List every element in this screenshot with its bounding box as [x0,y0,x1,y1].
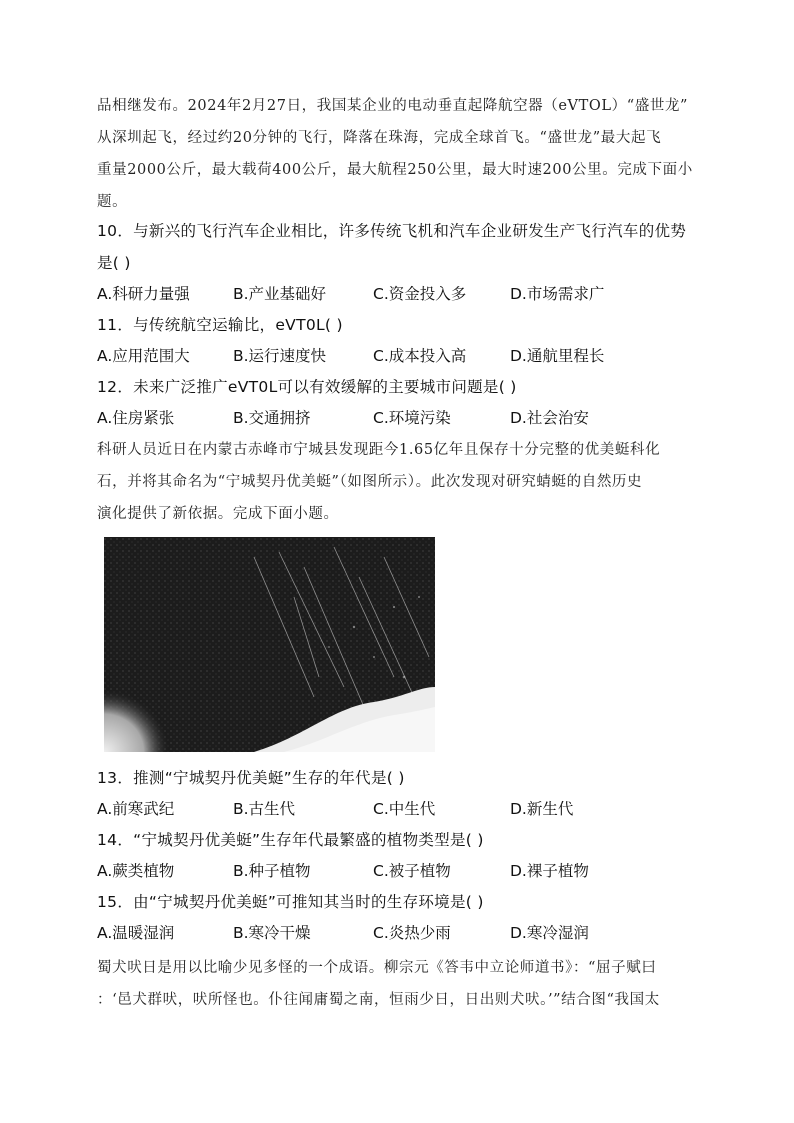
question-10-option-b[interactable]: B.产业基础好 [233,285,327,303]
question-12-options [97,404,697,432]
question-10-stem-cont: 是( ) [97,254,131,272]
question-12-option-b[interactable]: B.交通拥挤 [233,409,311,427]
question-14-option-d[interactable]: D.裸子植物 [510,862,589,880]
question-11-stem: 11．与传统航空运输比，eVT0L( ) [97,316,343,334]
question-15-option-a[interactable]: A.温暖湿润 [97,924,175,942]
fossil-photo-image [104,537,435,752]
question-12-option-d[interactable]: D.社会治安 [510,409,589,427]
question-15-option-d[interactable]: D.寒冷湿润 [510,924,589,942]
question-12-option-a[interactable]: A.住房紧张 [97,409,175,427]
question-12-option-c[interactable]: C.环境污染 [373,409,451,427]
question-15-option-c[interactable]: C.炎热少雨 [373,924,451,942]
question-10-option-a[interactable]: A.科研力量强 [97,285,190,303]
question-14-option-c[interactable]: C.被子植物 [373,862,451,880]
passage-evtol-line-4: 题。 [97,194,128,210]
question-13-option-d[interactable]: D.新生代 [510,800,574,818]
question-14-option-a[interactable]: A.蕨类植物 [97,862,175,880]
question-11-option-c[interactable]: C.成本投入高 [373,347,467,365]
question-14-options [97,857,697,885]
question-13-option-a[interactable]: A.前寒武纪 [97,800,175,818]
fossil-photo [104,537,435,752]
question-14-stem: 14．“宁城契丹优美蜓”生存年代最繁盛的植物类型是( ) [97,831,484,849]
question-14-option-b[interactable]: B.种子植物 [233,862,311,880]
question-13-stem: 13．推测“宁城契丹优美蜓”生存的年代是( ) [97,769,405,787]
question-10-option-c[interactable]: C.资金投入多 [373,285,467,303]
passage-evtol-line-2: 从深圳起飞，经过约20分钟的飞行，降落在珠海，完成全球首飞。“盛世龙”最大起飞 [97,130,662,146]
passage-evtol-line-1: 品相继发布。2024年2月27日，我国某企业的电动垂直起降航空器（eVTOL）“盛世龙” [97,98,689,114]
question-15-options [97,919,697,947]
question-15-stem: 15．由“宁城契丹优美蜓”可推知其当时的生存环境是( ) [97,893,484,911]
question-12-stem: 12．未来广泛推广eVT0L可以有效缓解的主要城市问题是( ) [97,378,517,396]
passage-dog-line-2: ：‘邑犬群吠，吠所怪也。仆往闻庸蜀之南，恒雨少日，日出则犬吠。’”结合图“我国太 [97,992,660,1008]
question-10-stem: 10．与新兴的飞行汽车企业相比，许多传统飞机和汽车企业研发生产飞行汽车的优势 [97,222,687,240]
question-15-option-b[interactable]: B.寒冷干燥 [233,924,311,942]
question-13-option-c[interactable]: C.中生代 [373,800,436,818]
question-13-option-b[interactable]: B.古生代 [233,800,296,818]
question-11-option-a[interactable]: A.应用范围大 [97,347,190,365]
passage-fossil-line-1: 科研人员近日在内蒙古赤峰市宁城县发现距今1.65亿年且保存十分完整的优美蜓科化 [97,442,661,458]
passage-evtol-line-3: 重量2000公斤，最大载荷400公斤，最大航程250公里，最大时速200公里。完成下面小 [97,162,693,178]
passage-dog-line-1: 蜀犬吠日是用以比喻少见多怪的一个成语。柳宗元《答韦中立论师道书》：“屈子赋曰 [97,960,657,976]
question-13-options [97,795,697,823]
passage-fossil-line-3: 演化提供了新依据。完成下面小题。 [97,506,339,522]
question-10-options [97,280,697,308]
passage-fossil-line-2: 石，并将其命名为“宁城契丹优美蜓”（如图所示）。此次发现对研究蜻蜓的自然历史 [97,474,643,490]
question-11-option-d[interactable]: D.通航里程长 [510,347,605,365]
question-10-option-d[interactable]: D.市场需求广 [510,285,605,303]
question-11-option-b[interactable]: B.运行速度快 [233,347,327,365]
question-11-options [97,342,697,370]
